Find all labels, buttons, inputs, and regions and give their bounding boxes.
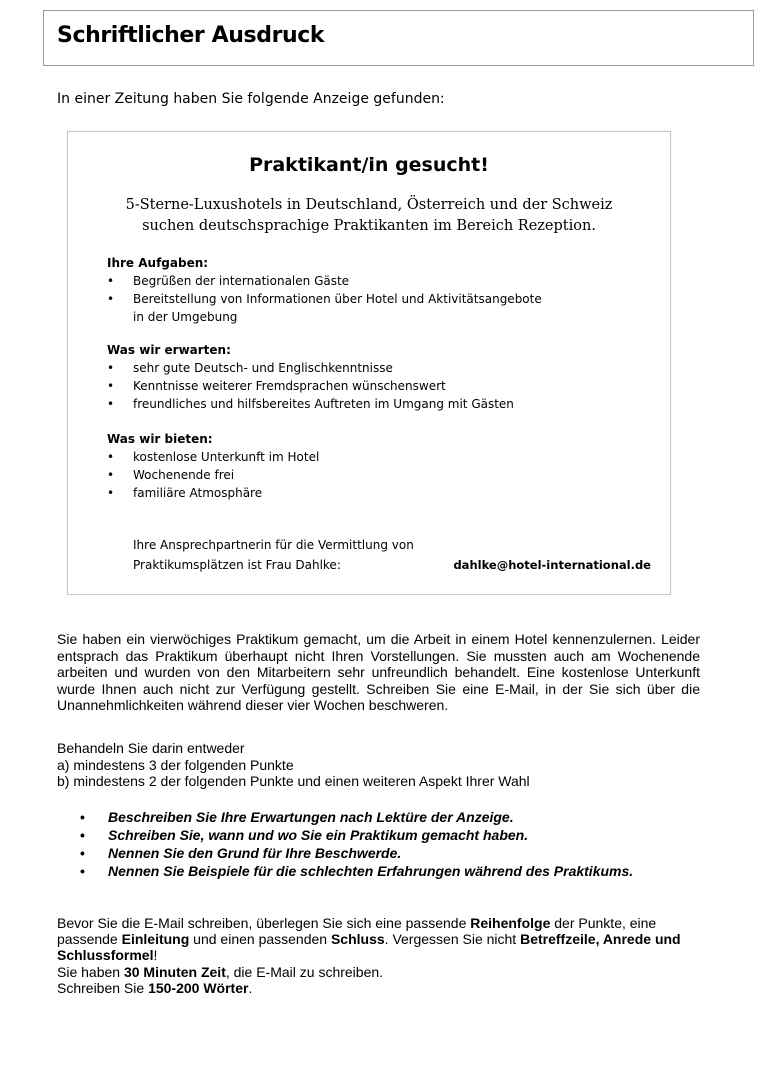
closing-text: Sie haben	[57, 963, 124, 980]
list-item-text: freundliches und hilfsbereites Auftreten im Umgang mit Gästen	[133, 397, 514, 411]
list-item	[107, 466, 660, 484]
closing-text: der Punkte, eine passende	[57, 915, 657, 948]
ad-section-expectations	[107, 341, 660, 413]
choice-line: Behandeln Sie darin entweder	[57, 740, 245, 756]
list-item	[107, 377, 660, 395]
list-item	[107, 359, 660, 377]
closing-emphasis: 150-200 Wörter	[148, 979, 249, 996]
intro-text: In einer Zeitung haben Sie folgende Anzeige gefunden:	[57, 91, 445, 107]
task-description: Sie haben ein vierwöchiges Praktikum gemacht, um die Arbeit in einem Hotel kennenzulernen. Leider entsprach das Praktikum überhaupt nicht Ihren Vorstellungen. Sie mussten auch am Wochenende arbeiten und wurden von den Mitarbeitern sehr unfreundlich behandelt. Eine kostenlose Unterkunft wurde Ihnen auch nicht zur Verfügung gestellt. Schreiben Sie eine E-Mail, in der Sie sich über die Unannehmlichkeiten während dieser vier Wochen beschweren.	[57, 631, 700, 714]
ad-list	[107, 359, 660, 413]
closing-paragraph	[57, 964, 702, 980]
list-item-text: familiäre Atmosphäre	[133, 486, 263, 500]
list-item	[107, 448, 660, 466]
ad-section-tasks	[107, 254, 660, 326]
choice-line: a) mindestens 3 der folgenden Punkte	[57, 756, 294, 773]
closing-emphasis: Einleitung	[121, 931, 190, 948]
closing-text: .	[248, 979, 253, 996]
ad-section-heading: Ihre Aufgaben:	[107, 256, 209, 270]
list-item-text: Wochenende frei	[133, 468, 235, 482]
list-item-text: Kenntnisse weiterer Fremdsprachen wünschenswert	[133, 379, 446, 393]
list-item-text: Begrüßen der internationalen Gäste	[133, 274, 350, 288]
job-advertisement	[67, 131, 671, 595]
closing-emphasis: 30 Minuten Zeit	[123, 963, 226, 980]
list-item	[107, 484, 660, 502]
content-points	[80, 808, 633, 880]
list-item-text: in der Umgebung	[133, 310, 238, 324]
closing-text: Bevor Sie die E-Mail schreiben, überlegen Sie sich eine passende	[57, 915, 471, 931]
closing-text: Schreiben Sie	[57, 979, 149, 996]
ad-subtitle	[68, 195, 670, 237]
page-title: Schriftlicher Ausdruck	[57, 23, 325, 48]
header-box	[43, 10, 754, 66]
closing-instructions	[57, 915, 702, 996]
content-point: • Beschreiben Sie Ihre Erwartungen nach Lektüre der Anzeige.	[80, 808, 633, 826]
content-point: • Nennen Sie Beispiele für die schlechten Erfahrungen während des Praktikums.	[80, 862, 633, 880]
ad-list	[107, 272, 660, 326]
closing-text: , die E-Mail zu schreiben.	[225, 963, 384, 980]
closing-text: und einen passenden	[189, 931, 331, 948]
closing-emphasis: Reihenfolge	[470, 915, 551, 931]
ad-subtitle-line: 5-Sterne-Luxushotels in Deutschland, Österreich und der Schweiz	[125, 197, 613, 213]
closing-emphasis: Betreffzeile, Anrede und Schlussformel	[57, 931, 681, 964]
closing-text: . Vergessen Sie nicht	[384, 931, 521, 948]
ad-title: Praktikant/in gesucht!	[249, 154, 489, 176]
ad-contact-line: Praktikumsplätzen ist Frau Dahlke:	[133, 558, 341, 572]
list-item	[107, 395, 660, 413]
ad-section-offers	[107, 430, 660, 502]
ad-subtitle-line: suchen deutschsprachige Praktikanten im Bereich Rezeption.	[142, 218, 596, 234]
ad-contact-line: Ihre Ansprechpartnerin für die Vermittlung von	[133, 538, 414, 552]
task-choice	[57, 740, 530, 790]
ad-section-heading: Was wir bieten:	[107, 432, 213, 446]
closing-text: !	[153, 947, 158, 964]
list-item	[107, 290, 660, 326]
closing-emphasis: Schluss	[330, 931, 385, 948]
list-item-text: kostenlose Unterkunft im Hotel	[133, 450, 320, 464]
ad-section-heading: Was wir erwarten:	[107, 343, 231, 357]
closing-paragraph	[57, 980, 702, 996]
ad-list	[107, 448, 660, 502]
closing-paragraph	[57, 915, 702, 964]
choice-line: b) mindestens 2 der folgenden Punkte und einen weiteren Aspekt Ihrer Wahl	[57, 773, 530, 790]
ad-email: dahlke@hotel-international.de	[453, 558, 651, 572]
content-point: • Schreiben Sie, wann und wo Sie ein Praktikum gemacht haben.	[80, 826, 633, 844]
ad-contact	[133, 535, 414, 575]
list-item	[107, 272, 660, 290]
list-item-text: sehr gute Deutsch- und Englischkenntnisse	[133, 361, 393, 375]
list-item-text: Bereitstellung von Informationen über Hotel und Aktivitätsangebote	[133, 292, 542, 306]
content-point: • Nennen Sie den Grund für Ihre Beschwerde.	[80, 844, 633, 862]
